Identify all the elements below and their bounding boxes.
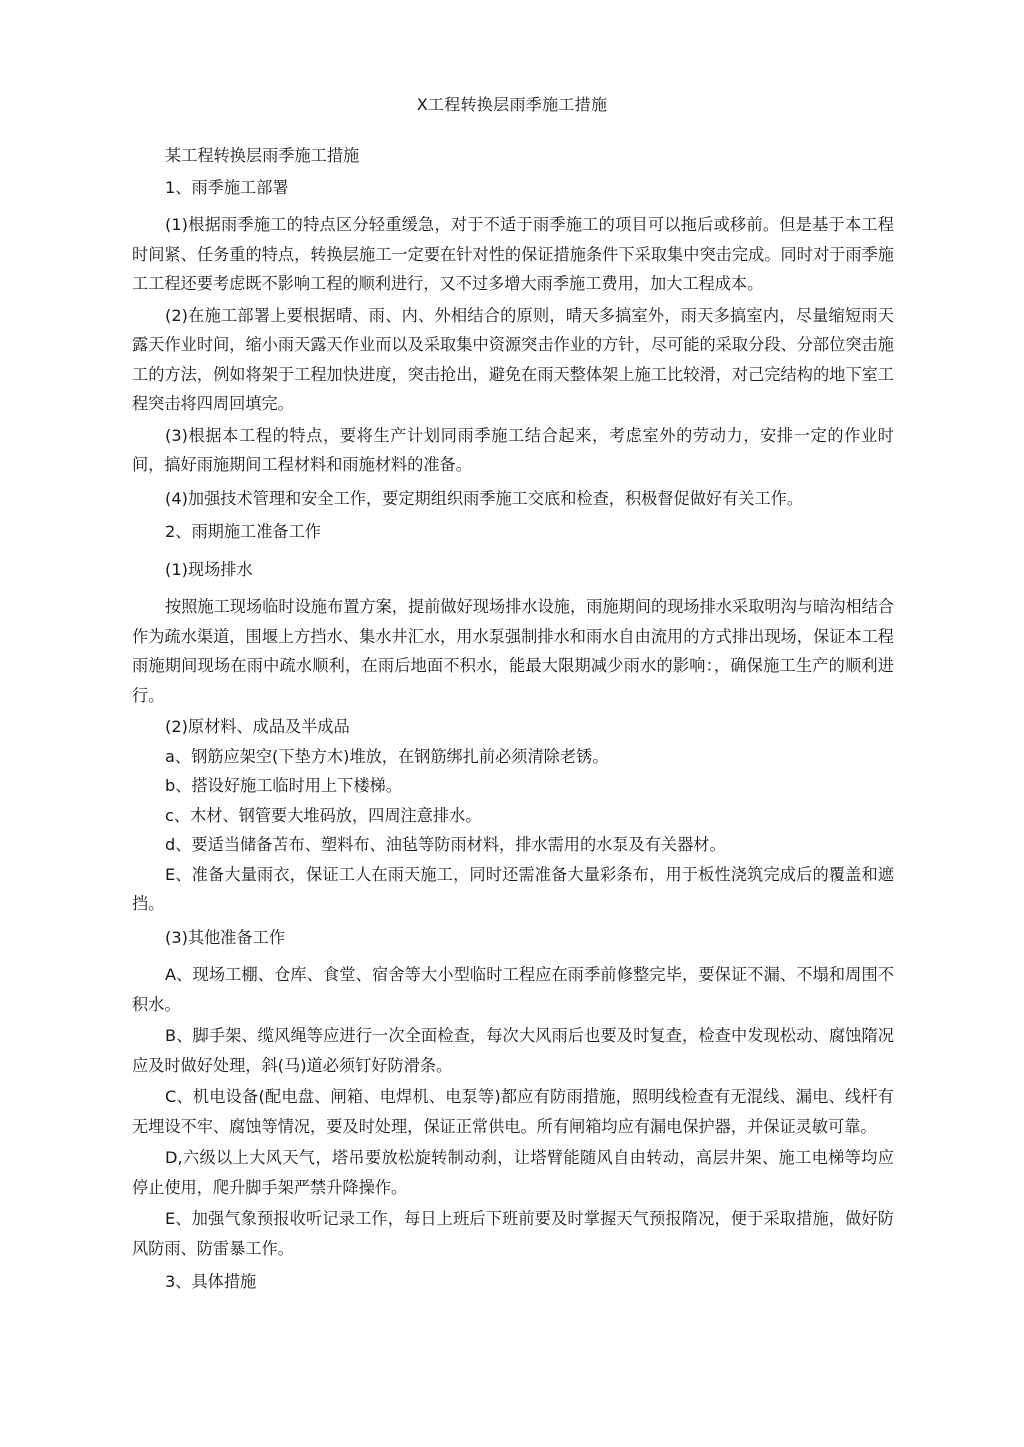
list-item-upper-a: A、现场工棚、仓库、食堂、宿舍等大小型临时工程应在雨季前修整完毕，要保证不漏、不塌和周围不积水。 bbox=[132, 965, 894, 1014]
document-body bbox=[132, 141, 894, 1297]
section-heading-2: 2、雨期施工准备工作 bbox=[165, 522, 321, 541]
subheading-2-2: (2)原材料、成品及半成品 bbox=[165, 717, 350, 736]
list-item-c: c、木材、钢管要大堆码放，四周注意排水。 bbox=[165, 805, 482, 825]
paragraph-2-1: 按照施工现场临时设施布置方案，提前做好现场排水设施，雨施期间的现场排水采取明沟与暗沟相结合作为疏水渠道，围堰上方挡水、集水井汇水，用水泵强制排水和雨水自由流用的方式排出现场，保证本工程雨施期间现场在雨中疏水顺利，在雨后地面不积水，能最大限期减少雨水的影响：，确保施工生产的顺利进行。 bbox=[132, 597, 894, 705]
document-title: X工程转换层雨季施工措施 bbox=[416, 95, 608, 114]
list-item-upper-e: E、加强气象预报收听记录工作，每日上班后下班前要及时掌握天气预报隋况，便于采取措施，做好防风防雨、防雷暴工作。 bbox=[132, 1209, 894, 1258]
paragraph-1-2: (2)在施工部署上要根据晴、雨、内、外相结合的原则，晴天多搞室外，雨天多搞室内，尽量缩短雨天露天作业时间，缩小雨天露天作业而以及采取集中资源突击作业的方针，尽可能的采取分段、分部位突击施工的方法，例如将架于工程加快进度，突击抢出，避免在雨天整体架上施工比较滑，对己完结构的地下室工程突击将四周回填完。 bbox=[132, 305, 894, 413]
list-item-b: b、搭设好施工临时用上下楼梯。 bbox=[165, 776, 402, 795]
section-heading-1: 1、雨季施工部署 bbox=[165, 177, 289, 197]
list-item-upper-c: C、机电设备(配电盘、闸箱、电焊机、电泵等)都应有防雨措施，照明线检查有无混线、漏电、线杆有无埋设不牢、腐蚀等情况，要及时处理，保证正常供电。所有闸箱均应有漏电保护器，并保证灵敏可靠。 bbox=[132, 1087, 894, 1136]
paragraph-1-3: (3)根据本工程的特点，要将生产计划同雨季施工结合起来，考虑室外的劳动力，安排一定的作业时间，搞好雨施期间工程材料和雨施材料的准备。 bbox=[132, 425, 894, 474]
list-item-upper-b: B、脚手架、缆风绳等应进行一次全面检查，每次大风雨后也要及时复查，检查中发现松动、腐蚀隋况应及时做好处理，斜(马)道必须钉好防滑条。 bbox=[132, 1026, 894, 1075]
paragraph-1-4: (4)加强技术管理和安全工作，要定期组织雨季施工交底和检查，积极督促做好有关工作。 bbox=[165, 488, 804, 508]
list-item-e: E、准备大量雨衣，保证工人在雨天施工，同时还需准备大量彩条布，用于板性浇筑完成后的覆盖和遮挡。 bbox=[132, 864, 894, 913]
list-item-a: a、钢筋应架空(下垫方木)堆放，在钢筋绑扎前必须清除老锈。 bbox=[165, 746, 609, 766]
subheading-2-3: (3)其他准备工作 bbox=[165, 927, 286, 947]
list-item-d: d、要适当储备苫布、塑料布、油毡等防雨材料，排水需用的水泵及有关器材。 bbox=[165, 835, 726, 854]
subtitle-paragraph: 某工程转换层雨季施工措施 bbox=[165, 146, 360, 165]
list-item-upper-d: D,六级以上大风天气，塔吊要放松旋转制动刹，让塔臂能随风自由转动，高层井架、施工电梯等均应停止使用，爬升脚手架严禁升降操作。 bbox=[132, 1148, 894, 1197]
section-heading-3: 3、具体措施 bbox=[165, 1272, 257, 1291]
subheading-2-1: (1)现场排水 bbox=[165, 559, 253, 579]
paragraph-1-1: (1)根据雨季施工的特点区分轻重缓急，对于不适于雨季施工的项目可以拖后或移前。但是基于本工程时间紧、任务重的特点，转换层施工一定要在针对性的保证措施条件下采取集中突击完成。同时对于雨季施工工程还要考虑既不影响工程的顺利进行，又不过多增大雨季施工费用，加大工程成本。 bbox=[132, 215, 894, 293]
